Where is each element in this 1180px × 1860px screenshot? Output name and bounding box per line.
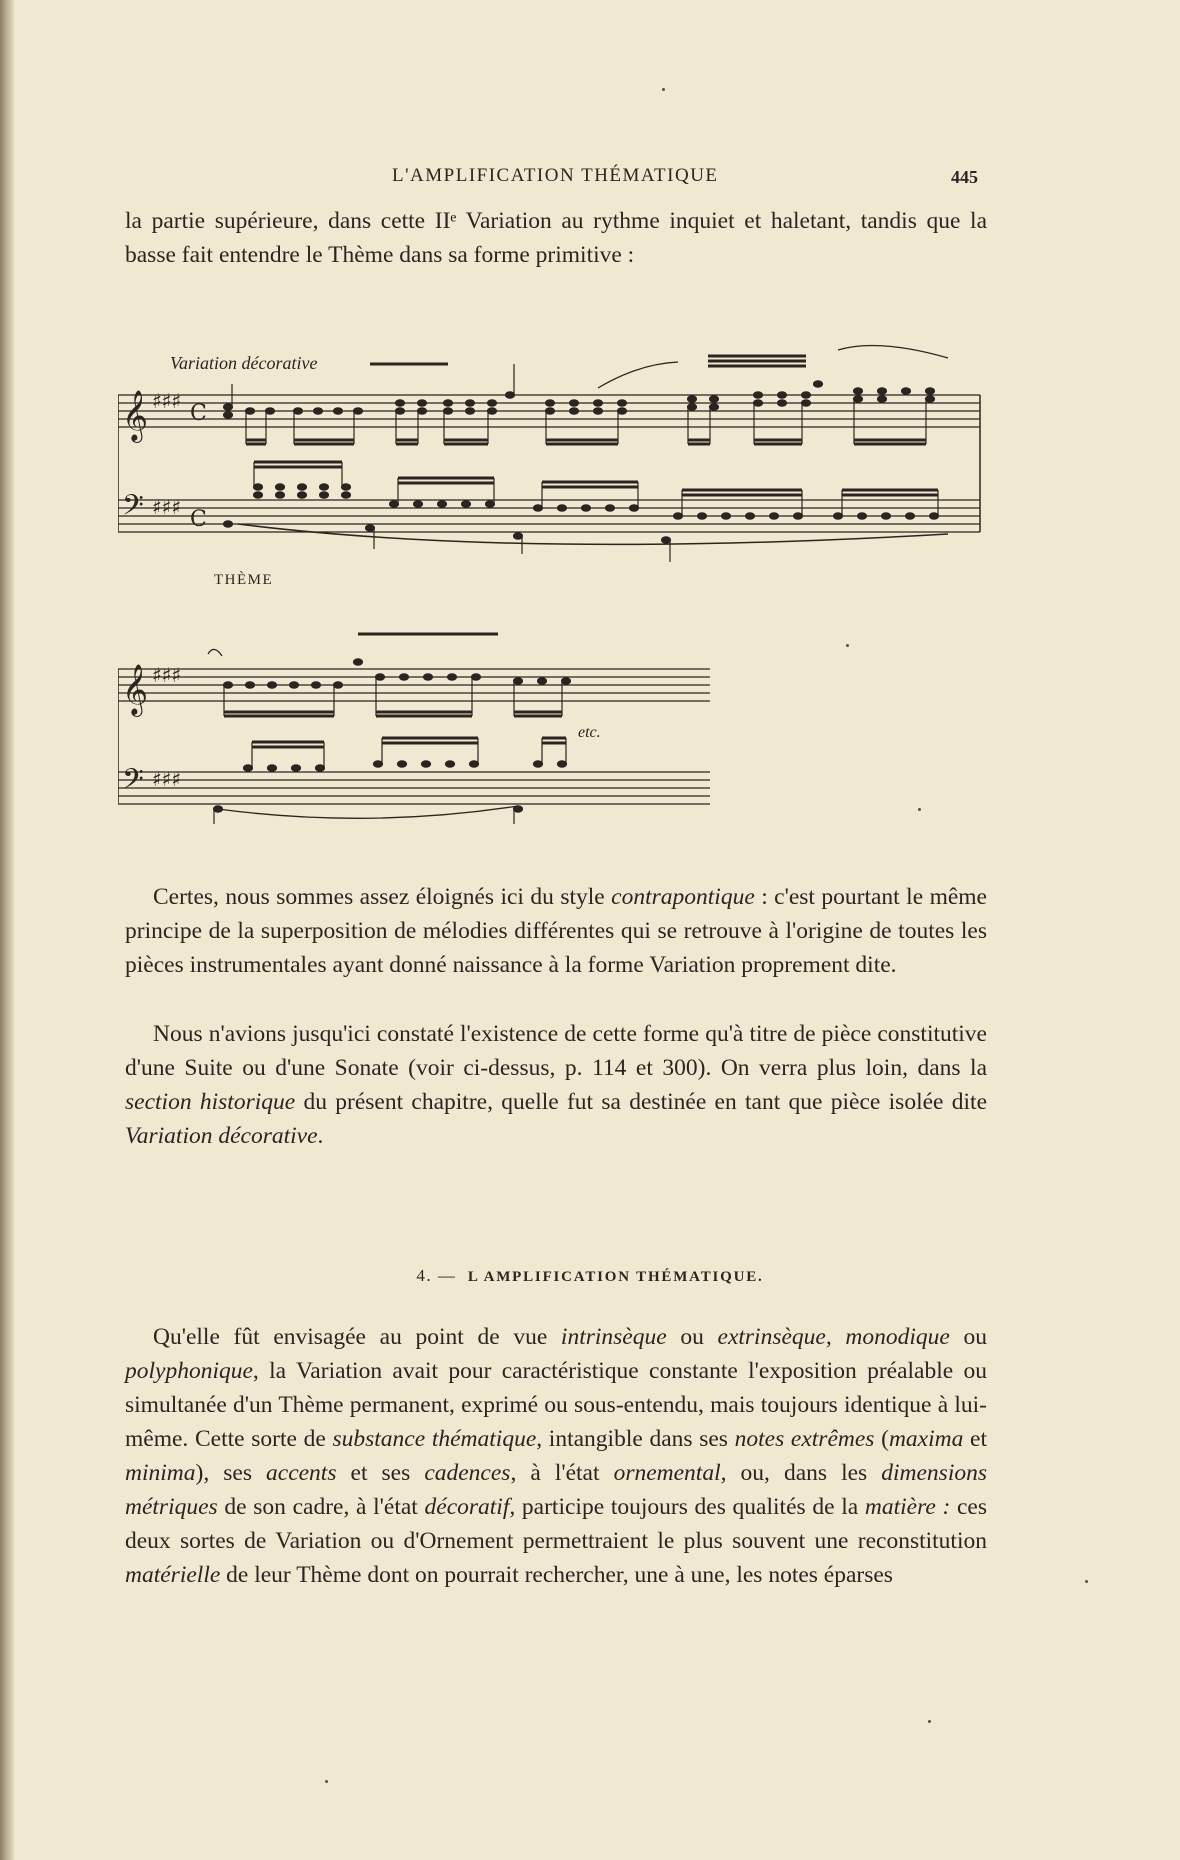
text-span: . (317, 1123, 324, 1149)
text-span: Certes, nous sommes assez éloignés ici du style (153, 884, 612, 910)
svg-text:♯♯♯: ♯♯♯ (152, 767, 182, 791)
variation-label: Variation décorative (170, 353, 318, 373)
text-span: du présent chapitre, quelle fut sa destinée en tant que pièce isolée dite (295, 1089, 987, 1115)
page-number: 445 (951, 167, 978, 187)
italic-term: contrapontique (611, 884, 755, 910)
section-number: 4. — (416, 1266, 457, 1285)
svg-text:C: C (190, 507, 207, 532)
paragraph-amplification: Qu'elle fût envisagée au point de vue intrinsèque ou extrinsèque, monodique ou polyphonique, la Variation avait pour caractéristique constante l'exposition préalable ou simultanée d'un Thème permanent, exprimé ou sous-entendu, mais toujours identique à lui-même. Cette sorte de substance thématique, intangible dans ses notes extrêmes (maxima et minima), ses accents et ses cadences, à l'état ornemental, ou, dans les dimensions métriques de son cadre, à l'état décoratif, participe toujours des qualités de la matière : ces deux sortes de Variation ou d'Ornement permettraient le plus souvent une reconstitution matérielle de leur Thème dont on pourrait rechercher, une à une, les notes éparses (125, 1324, 987, 1588)
bass-clef-icon: 𝄢 (122, 763, 144, 803)
bass-clef-icon: 𝄢 (122, 489, 144, 529)
paper-speck (928, 1720, 931, 1723)
svg-text:C: C (190, 401, 207, 426)
section-heading (0, 1266, 1180, 1286)
theme-label: THÈME (214, 572, 274, 588)
italic-term: section historique (125, 1089, 296, 1115)
paper-speck (325, 1780, 328, 1783)
svg-text:♯♯♯: ♯♯♯ (152, 663, 182, 687)
paragraph-history (125, 1017, 987, 1153)
system1-bass-notes (224, 462, 939, 562)
paper-speck (1085, 1580, 1088, 1583)
treble-clef-icon: 𝄞 (122, 664, 149, 715)
music-score (118, 344, 988, 824)
system2-bass-staff (118, 772, 710, 804)
paper-speck (918, 808, 921, 811)
etc-label: etc. (578, 724, 601, 741)
text-span: : c'est pourtant le même principe de la superposition de mélodies différentes qui se retrouve à l'origine de toutes les pièces instrumentales ayant donné naissance à la forme Variation proprement dite. (125, 884, 987, 978)
svg-text:♯♯♯: ♯♯♯ (152, 389, 182, 413)
paper-speck (846, 644, 849, 647)
treble-clef-icon: 𝄞 (122, 390, 149, 441)
page-header (0, 165, 1180, 195)
italic-term: Variation décorative (125, 1123, 318, 1149)
text-span: Nous n'avions jusqu'ici constaté l'existence de cette forme qu'à titre de pièce constitutive d'une Suite ou d'une Sonate (voir ci-dessus, p. 114 et 300). On verra plus loin, dans la (125, 1021, 987, 1081)
system2-treble-staff (118, 669, 710, 701)
system1-treble-notes (224, 356, 935, 444)
section-title: L AMPLIFICATION THÉMATIQUE. (467, 1269, 764, 1285)
note-group (224, 384, 233, 418)
intro-paragraph: la partie supérieure, dans cette IIᵉ Variation au rythme inquiet et haletant, tandis que la basse fait entendre le Thème dans sa forme primitive : (125, 208, 987, 268)
paragraph-contrapuntal (125, 880, 987, 982)
running-title: L'AMPLIFICATION THÉMATIQUE (392, 165, 719, 186)
svg-text:♯♯♯: ♯♯♯ (152, 495, 182, 519)
paper-speck (662, 88, 665, 91)
book-spine-edge (0, 0, 14, 1860)
system1-bass-staff (118, 500, 980, 532)
